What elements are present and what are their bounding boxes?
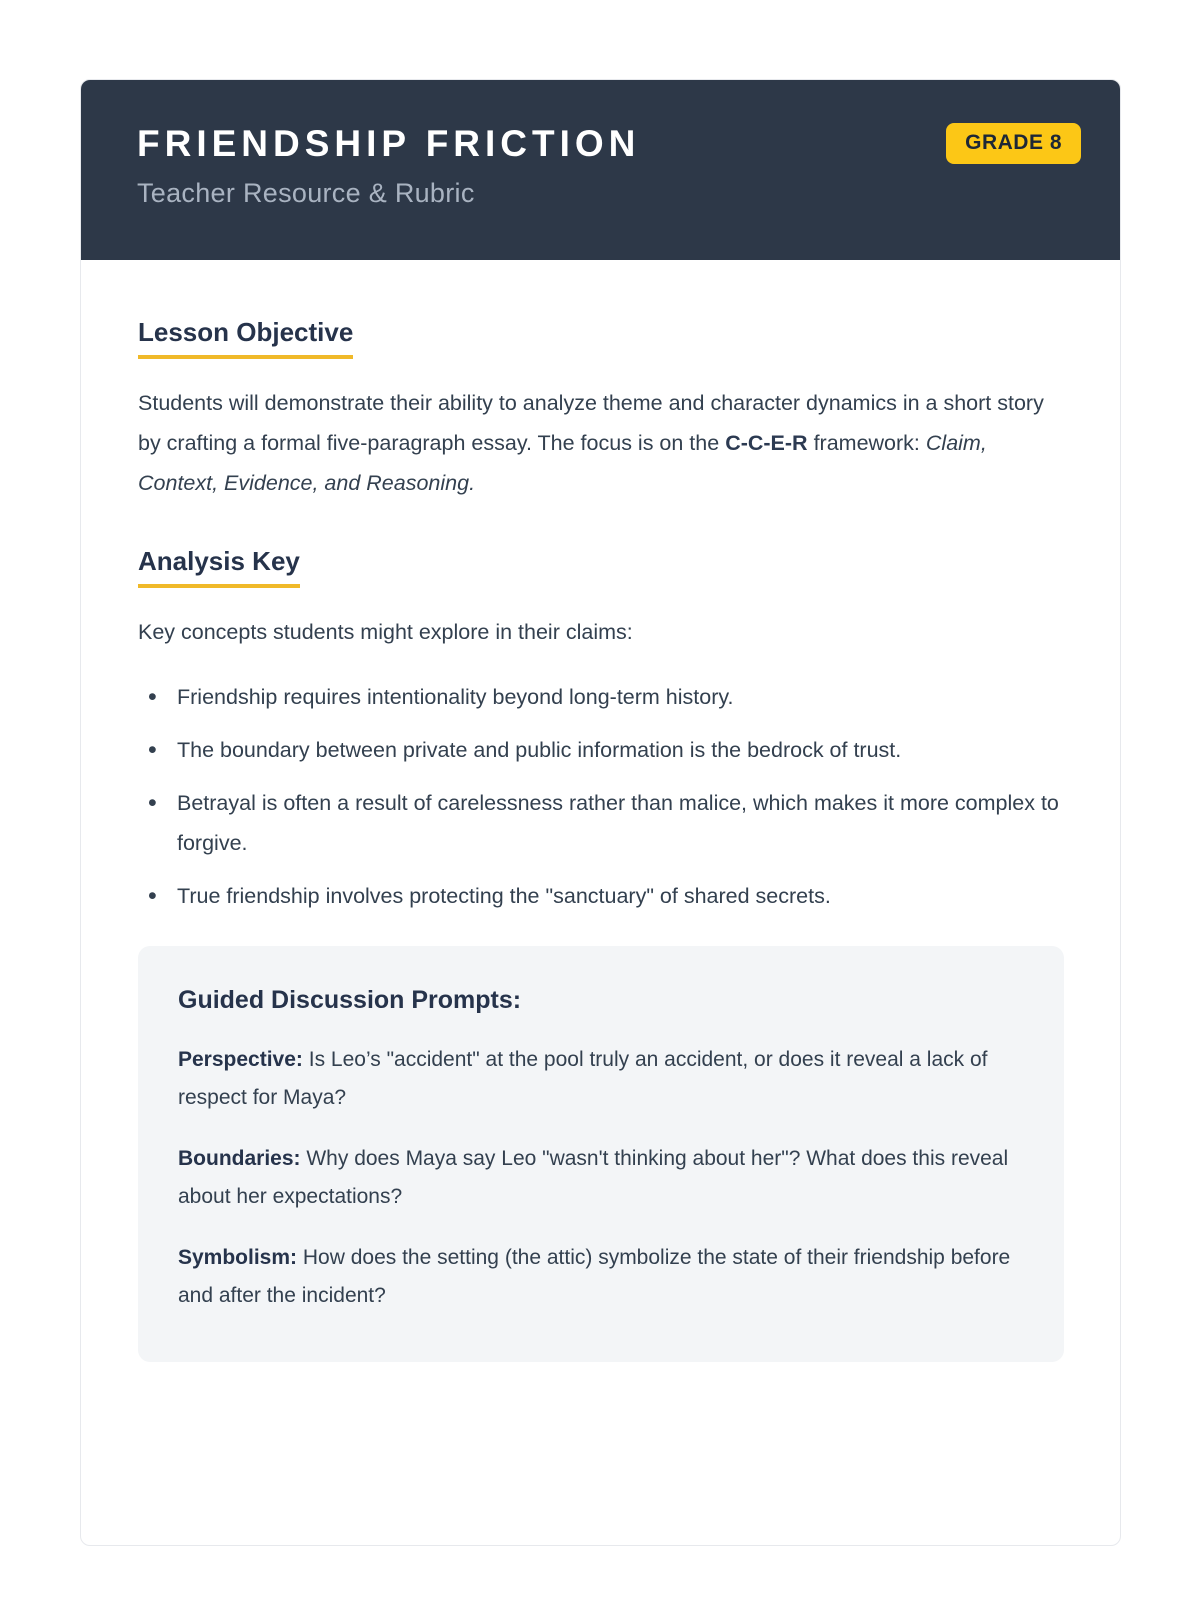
analysis-key-heading: Analysis Key [138, 547, 300, 588]
prompt-symbolism-label: Symbolism: [178, 1245, 298, 1269]
guided-discussion-panel [138, 946, 1064, 1362]
objective-framework-acronym: C-C-E-R [725, 430, 808, 455]
card-header [80, 79, 1121, 260]
prompt-symbolism-text: How does the setting (the attic) symbolize the state of their friendship before and after the incident? [178, 1245, 1011, 1307]
list-item: • Betrayal is often a result of carelessness rather than malice, which makes it more complex to forgive. [138, 783, 1064, 863]
prompt-boundaries-label: Boundaries: [178, 1146, 301, 1170]
guided-discussion-heading: Guided Discussion Prompts: [178, 985, 522, 1014]
prompt-perspective-label: Perspective: [178, 1047, 303, 1071]
prompt-boundaries [178, 1140, 1024, 1216]
list-item: • True friendship involves protecting the "sanctuary" of shared secrets. [138, 876, 1064, 916]
analysis-key-intro: Key concepts students might explore in their claims: [138, 619, 633, 644]
grade-badge: GRADE 8 [946, 123, 1081, 164]
resource-card [80, 79, 1121, 1546]
prompt-perspective-text: Is Leo’s "accident" at the pool truly an accident, or does it reveal a lack of respect for Maya? [178, 1047, 988, 1109]
list-item: • The boundary between private and public information is the bedrock of trust. [138, 730, 1064, 770]
objective-text-mid: framework: [813, 430, 920, 455]
section-lesson-objective-heading-row [138, 318, 1064, 359]
section-analysis-key-heading-row [138, 547, 1064, 588]
objective-text-start: Students will demonstrate their ability to analyze theme and character dynamics in a short story by crafting a formal five-paragraph essay. The focus is on the [138, 390, 1044, 455]
analysis-key-bullet-list [138, 677, 1064, 916]
prompt-boundaries-text: Why does Maya say Leo "wasn't thinking about her"? What does this reveal about her expectations? [178, 1146, 1009, 1208]
list-item: • Friendship requires intentionality beyond long-term history. [138, 677, 1064, 717]
objective-framework-terms: Claim, Context, Evidence, and Reasoning. [138, 430, 987, 495]
prompt-symbolism [178, 1239, 1024, 1315]
page-subtitle: Teacher Resource & Rubric [137, 177, 475, 208]
prompt-perspective [178, 1041, 1024, 1117]
lesson-objective-paragraph [138, 383, 1064, 503]
page-title: FRIENDSHIP FRICTION [137, 123, 641, 164]
lesson-objective-heading: Lesson Objective [138, 318, 353, 359]
card-body [81, 260, 1120, 1362]
